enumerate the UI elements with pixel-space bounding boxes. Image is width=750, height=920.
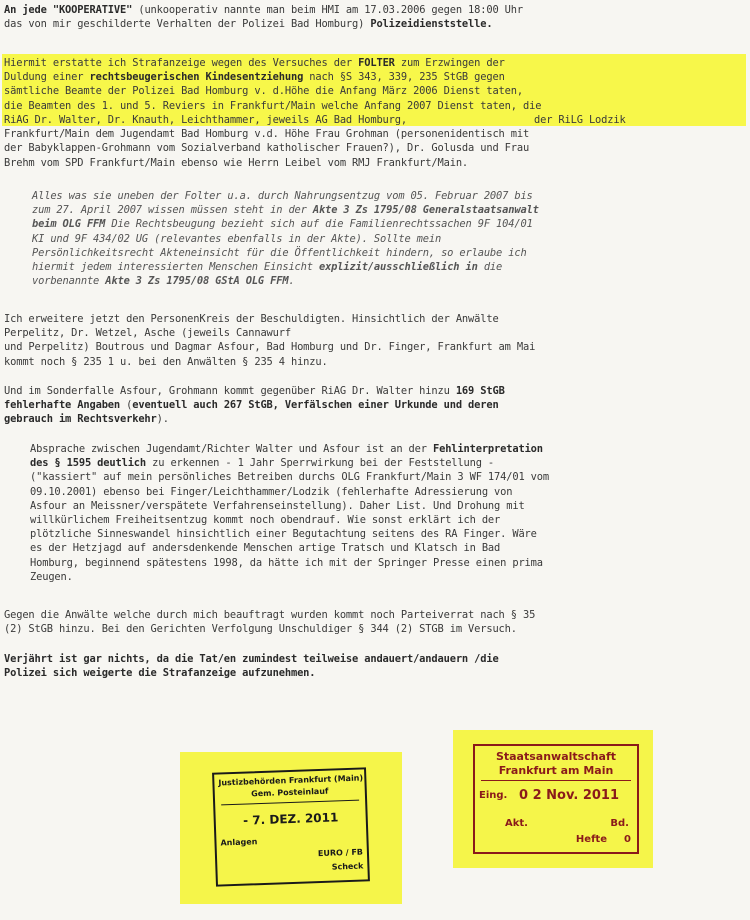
text-run: Duldung einer	[4, 71, 90, 84]
court-receipt-stamp	[180, 752, 402, 904]
stamp-right-line5: Bd.	[610, 818, 629, 829]
prosecutor-receipt-stamp	[453, 730, 653, 868]
stamp-left-line4: Anlagen	[220, 837, 258, 848]
stamp-left-line6: Scheck	[331, 861, 364, 872]
text-run: Akte 3 Zs 1795/08 GStA OLG FFM	[105, 275, 289, 288]
text-line	[32, 260, 746, 274]
stamp-left-line2: Gem. Posteinlauf	[251, 786, 329, 799]
stamp-right-line4: Akt.	[505, 818, 528, 829]
text-run: FOLTER	[358, 57, 395, 69]
text-run: RiAG Dr. Walter, Dr. Knauth, Leichthammer, jeweils AG Bad Homburg,	[4, 113, 407, 126]
text-line	[4, 141, 746, 155]
text-run: vorbenannte	[32, 275, 106, 288]
text-line	[4, 56, 746, 70]
stamp-right-rule	[481, 780, 631, 781]
text-run: Die Rechtsbeugung bezieht sich auf die Familienrechtssachen 9F 104/01	[105, 218, 533, 231]
text-line	[4, 652, 746, 666]
text-line	[30, 556, 746, 570]
text-run: zum Erzwingen der	[394, 57, 505, 69]
text-run: des § 1595 deutlich	[30, 457, 147, 470]
text-run: Alles was sie uneben der Folter u.a. durch Nahrungsentzug vom 05. Februar 2007 bis	[32, 190, 533, 202]
text-line	[4, 622, 746, 636]
text-run: Und im Sonderfalle Asfour, Grohmann kommt gegenüber RiAG Dr. Walter hinzu	[4, 385, 456, 397]
stamp-right-date: 0 2 Nov. 2011	[519, 788, 620, 803]
text-run: Persönlichkeitsrecht Akteneinsicht für die Öffentlichkeit hindern, so erlaube ich	[32, 246, 527, 259]
text-run: beim OLG FFM	[32, 218, 106, 231]
text-run: willkürlichem Freiheitsentzug kommt noch obendrauf. Wie sonst erklärt ich der	[30, 514, 501, 527]
text-run: Brehm vom SPD Frankfurt/Main ebenso wie Herrn Leibel vom RMJ Frankfurt/Main.	[4, 156, 469, 169]
text-line	[4, 3, 746, 17]
text-run: und Perpelitz) Boutrous und Dagmar Asfour, Bad Homburg und Dr. Finger, Frankfurt am Mai	[4, 341, 536, 354]
stamp-right-line7: 0	[624, 834, 631, 845]
text-line	[30, 499, 746, 513]
text-run: An jede "KOOPERATIVE"	[4, 4, 133, 16]
text-run: Polizeidienststelle.	[370, 18, 493, 31]
text-line	[4, 326, 746, 340]
text-run: Akte 3 Zs 1795/08 Generalstaatsanwalt	[312, 204, 539, 217]
text-run: Polizei sich weigerte die Strafanzeige aufzunehmen.	[4, 667, 316, 680]
stamp-left-line1: Justizbehörden Frankfurt (Main)	[218, 773, 364, 788]
text-run: explizit/ausschließlich in	[318, 261, 478, 274]
text-run: der Babyklappen-Grohmann vom Sozialverband katholischer Frauen?), Dr. Golusda und Frau	[4, 142, 530, 155]
text-run: (2) StGB hinzu. Bei den Gerichten Verfolgung Unschuldiger § 344 (2) STGB im Versuch.	[4, 623, 517, 636]
intro-paragraph	[4, 3, 746, 31]
text-line	[30, 456, 746, 470]
text-line	[4, 84, 746, 98]
text-run: eventuell auch 267 StGB, Verfälschen einer Urkunde und deren	[132, 399, 499, 412]
text-run: Zeugen.	[30, 570, 73, 583]
stamp-right-date-label: Eing.	[479, 790, 508, 801]
stamp-left-date: - 7. DEZ. 2011	[242, 810, 339, 828]
stamp-right-line6: Hefte	[575, 834, 607, 845]
stamp-left-rule	[221, 800, 359, 806]
text-run: kommt noch § 235 1 u. bei den Anwälten § 235 4 hinzu.	[4, 355, 328, 368]
text-line	[30, 513, 746, 527]
text-line	[4, 99, 746, 113]
text-run: Verjährt ist gar nichts, da die Tat/en zumindest teilweise andauert/andauern /die	[4, 653, 499, 665]
text-run: Frankfurt/Main dem Jugendamt Bad Homburg v.d. Höhe Frau Grohman (personenidentisch mit	[4, 128, 530, 141]
text-run: zu erkennen - 1 Jahr Sperrwirkung bei der Feststellung -	[146, 457, 495, 470]
text-line	[32, 232, 746, 246]
text-run: zum 27. April 2007 wissen müssen steht in der	[32, 204, 313, 217]
special-case-paragraph	[4, 384, 746, 427]
text-line	[4, 113, 746, 127]
text-run: nach §S 343, 339, 235 StGB gegen	[303, 71, 505, 84]
text-line	[32, 189, 746, 203]
text-run: der RiLG Lodzik	[534, 114, 626, 126]
agreement-paragraph	[30, 442, 746, 584]
text-run: Perpelitz, Dr. Wetzel, Asche (jeweils Cannawurf	[4, 327, 291, 340]
text-run: Homburg, beginnend spätestens 1998, da hätte ich mit der Springer Presse einen prima	[30, 556, 543, 569]
text-line	[32, 246, 746, 260]
text-line	[4, 384, 746, 398]
text-run: gebrauch im Rechtsverkehr	[4, 413, 157, 426]
text-run: plötzliche Sinneswandel hinsichtlich einer Begutachtung seitens des RA Finger. Wäre	[30, 528, 537, 541]
text-run: fehlerhafte Angaben	[4, 399, 121, 412]
text-line	[4, 127, 746, 141]
text-line	[30, 541, 746, 555]
text-run: ).	[156, 413, 169, 426]
text-line	[4, 666, 746, 680]
prosecutor-stamp-frame	[473, 744, 639, 854]
text-run: Fehlinterpretation	[432, 443, 543, 455]
text-run: 09.10.2001) ebenso bei Finger/Leichthammer/Lodzik (fehlerhafte Adressierung von	[30, 485, 513, 498]
text-run: Hiermit erstatte ich Strafanzeige wegen des Versuches der	[4, 57, 359, 69]
text-run: die Beamten des 1. und 5. Reviers in Frankfurt/Main welche Anfang 2007 Dienst taten, die	[4, 99, 542, 112]
text-line	[4, 608, 746, 622]
text-line	[30, 442, 746, 456]
stamp-right-line2: Frankfurt am Main	[498, 764, 614, 777]
text-line	[4, 412, 746, 426]
text-line	[4, 156, 746, 170]
text-line	[30, 485, 746, 499]
text-line	[4, 355, 746, 369]
text-line	[32, 274, 746, 288]
text-run: hiermit jedem interessierten Menschen Einsicht	[32, 261, 319, 274]
text-run: Gegen die Anwälte welche durch mich beauftragt wurden kommt noch Parteiverrat nach § 35	[4, 609, 536, 621]
text-run: sämtliche Beamte der Polizei Bad Homburg v. d.Höhe die Anfang März 2006 Dienst taten,	[4, 85, 523, 98]
text-line	[30, 570, 746, 584]
text-run: Asfour an Meissner/verspätete Verfahrenseinstellung). Daher List. Und Drohung mit	[30, 499, 525, 512]
text-run: Ich erweitere jetzt den PersonenKreis der Beschuldigten. Hinsichtlich der Anwälte	[4, 313, 499, 325]
court-stamp-frame	[212, 767, 370, 886]
extend-accused-paragraph	[4, 312, 746, 369]
stamp-right-line1: Staatsanwaltschaft	[495, 750, 617, 763]
text-line	[4, 70, 746, 84]
text-run: 169 StGB	[455, 385, 505, 397]
italic-paragraph-akte	[32, 189, 746, 288]
text-line	[4, 312, 746, 326]
text-run: .	[288, 275, 295, 288]
text-run: es der Hetzjagd auf andersdenkende Menschen artige Tratsch und Klatsch in Bad	[30, 542, 501, 555]
text-line	[32, 217, 746, 231]
text-run: (	[120, 399, 133, 412]
lawyers-paragraph	[4, 608, 746, 636]
text-run: die	[477, 261, 503, 274]
text-line	[4, 340, 746, 354]
stamp-left-line5: EURO / FB	[317, 847, 364, 859]
text-run: KI und 9F 434/02 UG (relevantes ebenfalls in der Akte). Sollte mein	[32, 232, 442, 245]
text-line	[32, 203, 746, 217]
text-line	[4, 17, 746, 31]
text-line	[30, 470, 746, 484]
text-line	[30, 527, 746, 541]
text-run: Absprache zwischen Jugendamt/Richter Walter und Asfour ist an der	[30, 443, 433, 455]
text-line	[4, 398, 746, 412]
text-run: rechtsbeugerischen Kindesentziehung	[89, 71, 304, 84]
final-paragraph	[4, 652, 746, 680]
text-run: das von mir geschilderte Verhalten der Polizei Bad Homburg)	[4, 18, 371, 31]
text-run: (unkooperativ nannte man beim HMI am 17.03.2006 gegen 18:00 Uhr	[132, 4, 523, 16]
text-run: ("kassiert" auf mein persönliches Betreiben durchs OLG Frankfurt/Main 3 WF 174/01 vom	[30, 471, 549, 484]
